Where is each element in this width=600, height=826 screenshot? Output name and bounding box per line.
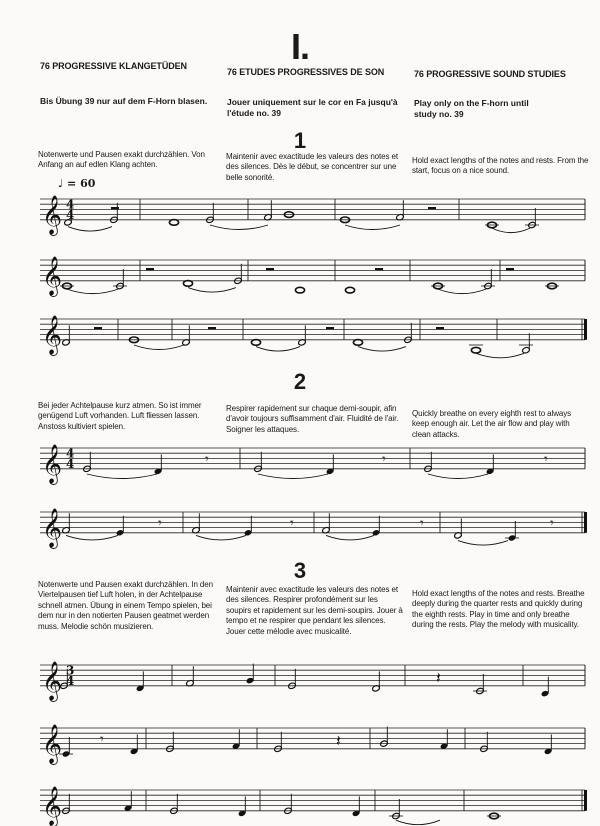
header-german: 76 PROGRESSIVE KLANGETÜDEN	[40, 61, 187, 71]
s2-rest: 𝄾	[544, 451, 548, 468]
s1b-rest	[146, 268, 154, 271]
quarter-note-icon: ♩	[58, 177, 64, 190]
s1b-note	[183, 281, 192, 287]
staff-2-2-treble-clef-icon: 𝄞	[42, 507, 63, 548]
s1c-tie	[134, 345, 184, 350]
staff-3-3-final-thick	[584, 790, 587, 811]
s1-tie	[68, 227, 112, 232]
s2-tie	[258, 474, 328, 479]
study-3-text-french: Maintenir avec exactitude les valeurs des notes et des silences. Respirer profondément sur les soupirs et rapidement sur les demi-soupirs. Jouer à tempo et ne respirer que pendant les silences. Jouer cette mélodie avec musicalité.	[226, 585, 403, 636]
staff-3-1-time-sig-bottom: 4	[66, 673, 75, 688]
staff-3-1-time-sig-top: 3	[66, 663, 75, 678]
study-number-1: 1	[293, 128, 307, 153]
study-3-text-english: Hold exact lengths of the notes and rests. Breathe deeply during the quarter rests and quickly during the eighth rests. Play in time and only breathe during the rests. Play the melody with musicality.	[412, 589, 585, 630]
s1c-rest	[326, 327, 334, 330]
study-2-text-english: Quickly breathe on every eighth rest to always keep enough air. Let the air flow and play with clean attacks.	[412, 409, 572, 439]
staff-2-1-treble-clef-icon: 𝄞	[42, 443, 63, 484]
study-1-text-french: Maintenir avec exactitude les valeurs des notes et des silences. Dès le début, se concentrer sur une belle sonorité.	[226, 152, 398, 182]
header-english: 76 PROGRESSIVE SOUND STUDIES	[414, 69, 566, 79]
study-1-text-german: Notenwerte und Pausen exakt durchzählen. Von Anfang an auf edlen Klang achten.	[38, 150, 205, 170]
staff-3-2-treble-clef-icon: 𝄞	[42, 723, 63, 764]
subheader-french: Jouer uniquement sur le cor en Fa jusqu'à l'étude no. 39	[227, 97, 398, 118]
subheader-german: Bis Übung 39 nur auf dem F-Horn blasen.	[40, 96, 208, 106]
staff-1-3-treble-clef-icon: 𝄞	[42, 314, 63, 355]
s3b-rest: 𝄾	[100, 731, 104, 748]
header-french: 76 ETUDES PROGRESSIVES DE SON	[227, 67, 385, 77]
s1-tie	[492, 228, 530, 233]
staff-1-1-time-sig-top: 4	[66, 197, 75, 212]
s1-tie	[210, 225, 268, 230]
s1-note	[169, 220, 178, 226]
s2b-tie	[66, 535, 118, 540]
s1c-rest	[94, 327, 102, 330]
study-2-text-french: Respirer rapidement sur chaque demi-soupir, afin d'avoir toujours suffisamment d'air. Fluidité de l'air. Soigner les attaques.	[226, 404, 399, 434]
s1b-tie	[188, 288, 236, 293]
staff-1-2-treble-clef-icon: 𝄞	[42, 255, 63, 296]
s1b-tie	[67, 289, 118, 294]
s1c-tie	[358, 347, 406, 352]
s1c-note	[471, 347, 480, 353]
s1c-tie	[476, 353, 524, 358]
staff-3-1-treble-clef-icon: 𝄞	[42, 660, 63, 701]
s3-rest: 𝄽	[436, 668, 441, 688]
s2-rest: 𝄾	[205, 451, 209, 468]
staff-1-3-final-thick	[584, 319, 587, 340]
staff-2-2-final-thick	[584, 512, 587, 533]
s1b-rest	[266, 268, 274, 271]
study-1-text-english: Hold exact lengths of the notes and rests. From the start, focus on a nice sound.	[412, 156, 589, 176]
s3c-tie	[396, 820, 440, 825]
study-3-text-german: Notenwerte und Pausen exakt durchzählen. In den Viertelpausen tief Luft holen, in der Achtelpause schnell atmen. Übung in einem Tempo spielen, bei dem nur in den notierten Pausen geatmet werden muss. Melodie schön musizieren.	[38, 580, 213, 631]
study-number-3: 3	[293, 558, 307, 583]
s2b-rest: 𝄾	[158, 515, 162, 532]
s1b-note	[295, 287, 304, 293]
s1c-note	[251, 340, 260, 346]
s1c-tie	[256, 347, 300, 352]
s1c-note	[353, 340, 362, 346]
staff-1-1-treble-clef-icon: 𝄞	[42, 194, 63, 235]
s2b-tie	[196, 535, 246, 540]
study-2-text-german: Bei jeder Achtelpause kurz atmen. So ist immer genügend Luft vorhanden. Luft fliessen lassen. Anstoss kultiviert spielen.	[38, 401, 202, 431]
s2-tie	[87, 474, 157, 479]
study-number-2: 2	[293, 369, 307, 394]
s2-tie	[428, 474, 488, 479]
s1-rest	[111, 207, 119, 210]
s2b-tie	[458, 541, 508, 546]
subheader-english: Play only on the F-horn until study no. 39	[414, 98, 529, 119]
s1b-note	[345, 287, 354, 293]
s1b-rest	[506, 268, 514, 271]
tempo-value: = 60	[67, 177, 96, 190]
s2b-tie	[326, 535, 374, 540]
staff-3-3-treble-clef-icon: 𝄞	[42, 785, 63, 826]
s2b-rest: 𝄾	[290, 515, 294, 532]
s1-tie	[345, 225, 400, 230]
s2b-rest: 𝄾	[550, 515, 554, 532]
s1-rest	[428, 207, 436, 210]
s2-rest: 𝄾	[382, 451, 386, 468]
page-roman-numeral: I.	[290, 26, 309, 67]
staff-2-1-time-sig-top: 4	[66, 446, 75, 461]
s1b-rest	[375, 268, 383, 271]
staff-2-1-time-sig-bottom: 4	[66, 456, 75, 471]
s1b-tie	[438, 289, 486, 294]
s2b-rest: 𝄾	[420, 515, 424, 532]
s3b-rest: 𝄽	[336, 731, 341, 751]
staff-1-1-time-sig-bottom: 4	[66, 207, 75, 222]
s1c-rest	[208, 327, 216, 330]
s1c-rest	[436, 327, 444, 330]
